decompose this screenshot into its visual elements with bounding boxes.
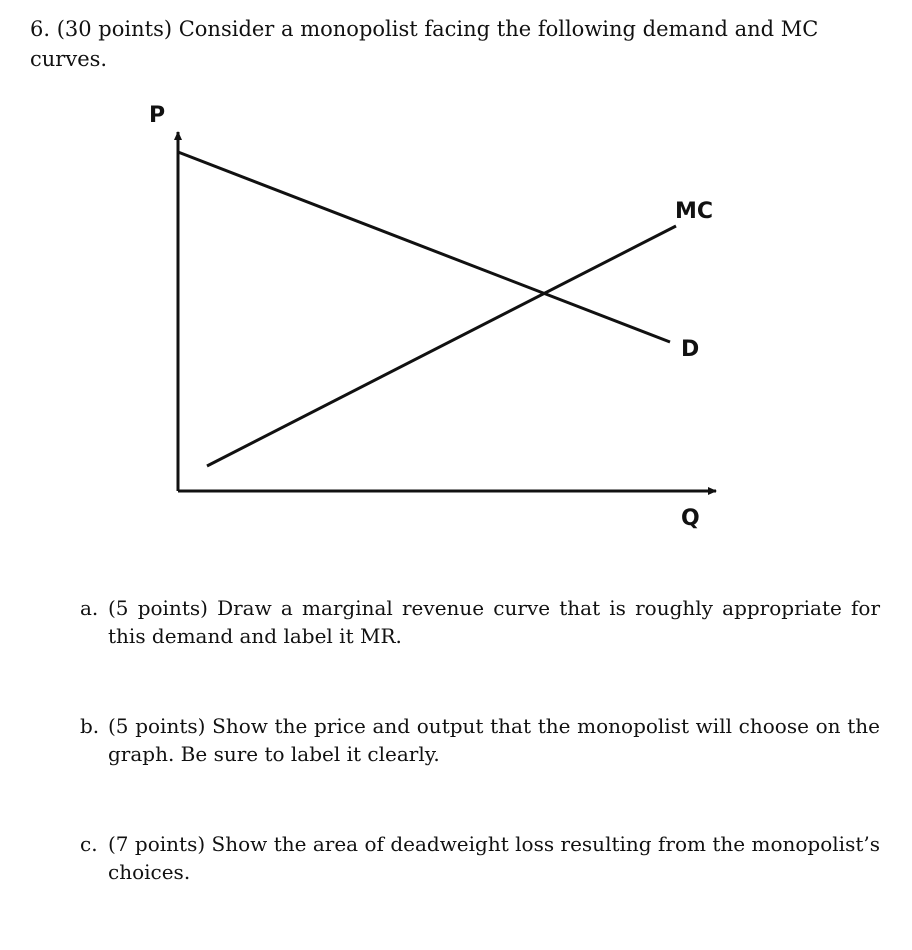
part-b-text: (5 points) Show the price and output that the monopolist will choose on the graph. Be sure to label it clearly.	[108, 714, 880, 766]
mc-label: MC	[675, 199, 714, 224]
question-text: 6. (30 points) Consider a monopolist facing the following demand and MC curves.	[30, 17, 819, 71]
part-c-text: (7 points) Show the area of deadweight loss resulting from the monopolist’s choices.	[108, 832, 880, 884]
x-axis-label: Q	[681, 506, 700, 531]
part-c	[80, 830, 880, 886]
part-a-text: (5 points) Draw a marginal revenue curve that is roughly appropriate for this demand and label it MR.	[108, 596, 880, 648]
part-c-letter: c.	[80, 832, 98, 856]
mc-curve	[207, 226, 676, 466]
part-b-letter: b.	[80, 714, 100, 738]
y-axis-label: P	[149, 103, 166, 128]
part-a	[80, 594, 880, 650]
part-b	[80, 712, 880, 768]
demand-label: D	[681, 337, 700, 362]
demand-curve	[178, 152, 670, 342]
part-a-letter: a.	[80, 596, 99, 620]
